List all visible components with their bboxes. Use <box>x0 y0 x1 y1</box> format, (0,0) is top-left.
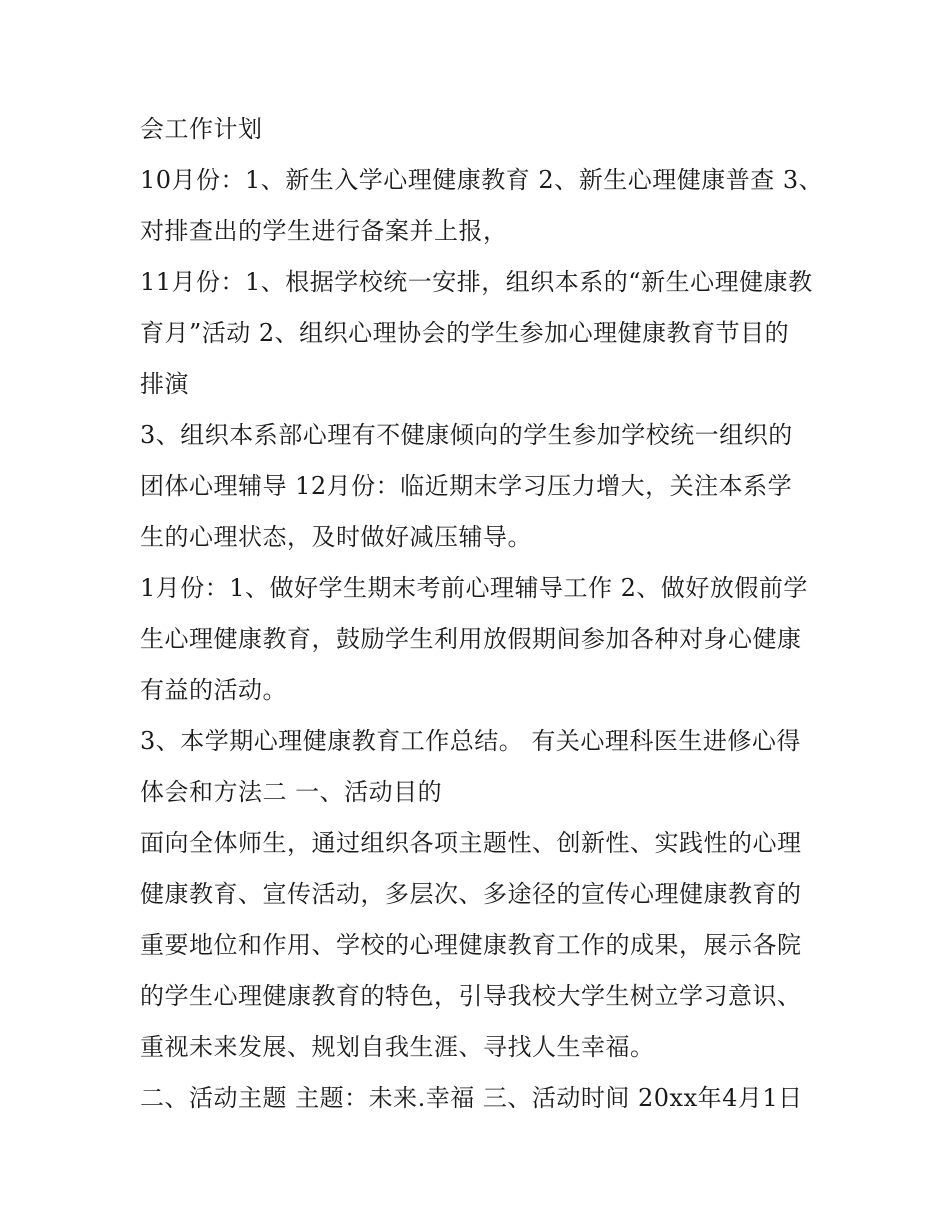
text-line: 团体心理辅导 12月份：临近期末学习压力增大，关注本系学 <box>140 472 793 500</box>
text-line: 排演 <box>140 370 189 398</box>
text-line: 会工作计划 <box>140 115 263 143</box>
text-line: 1月份：1、做好学生期末考前心理辅导工作 2、做好放假前学 <box>140 574 808 602</box>
text-line: 对排查出的学生进行备案并上报， <box>140 217 508 245</box>
text-line: 二、活动主题 主题：未来.幸福 三、活动时间 20xx年4月1日 <box>140 1084 803 1112</box>
text-line: 重要地位和作用、学校的心理健康教育工作的成果，展示各院 <box>140 931 802 959</box>
text-line: 重视未来发展、规划自我生涯、寻找人生幸福。 <box>140 1033 655 1061</box>
text-line: 面向全体师生，通过组织各项主题性、创新性、实践性的心理 <box>140 829 802 857</box>
document-body <box>140 104 824 1124</box>
text-line: 3、本学期心理健康教育工作总结。 有关心理科医生进修心得 <box>140 727 801 755</box>
text-line: 育月”活动 2、组织心理协会的学生参加心理健康教育节目的 <box>140 319 790 347</box>
text-line: 健康教育、宣传活动，多层次、多途径的宣传心理健康教育的 <box>140 880 802 908</box>
text-line: 10月份：1、新生入学心理健康教育 2、新生心理健康普查 3、 <box>140 166 824 194</box>
text-line: 生心理健康教育，鼓励学生利用放假期间参加各种对身心健康 <box>140 625 802 653</box>
text-line: 的学生心理健康教育的特色，引导我校大学生树立学习意识、 <box>140 982 802 1010</box>
text-line: 3、组织本系部心理有不健康倾向的学生参加学校统一组织的 <box>140 421 793 449</box>
text-line: 11月份：1、根据学校统一安排，组织本系的“新生心理健康教 <box>140 268 813 296</box>
text-line: 生的心理状态，及时做好减压辅导。 <box>140 523 532 551</box>
text-line: 体会和方法二 一、活动目的 <box>140 778 443 806</box>
text-line: 有益的活动。 <box>140 676 287 704</box>
